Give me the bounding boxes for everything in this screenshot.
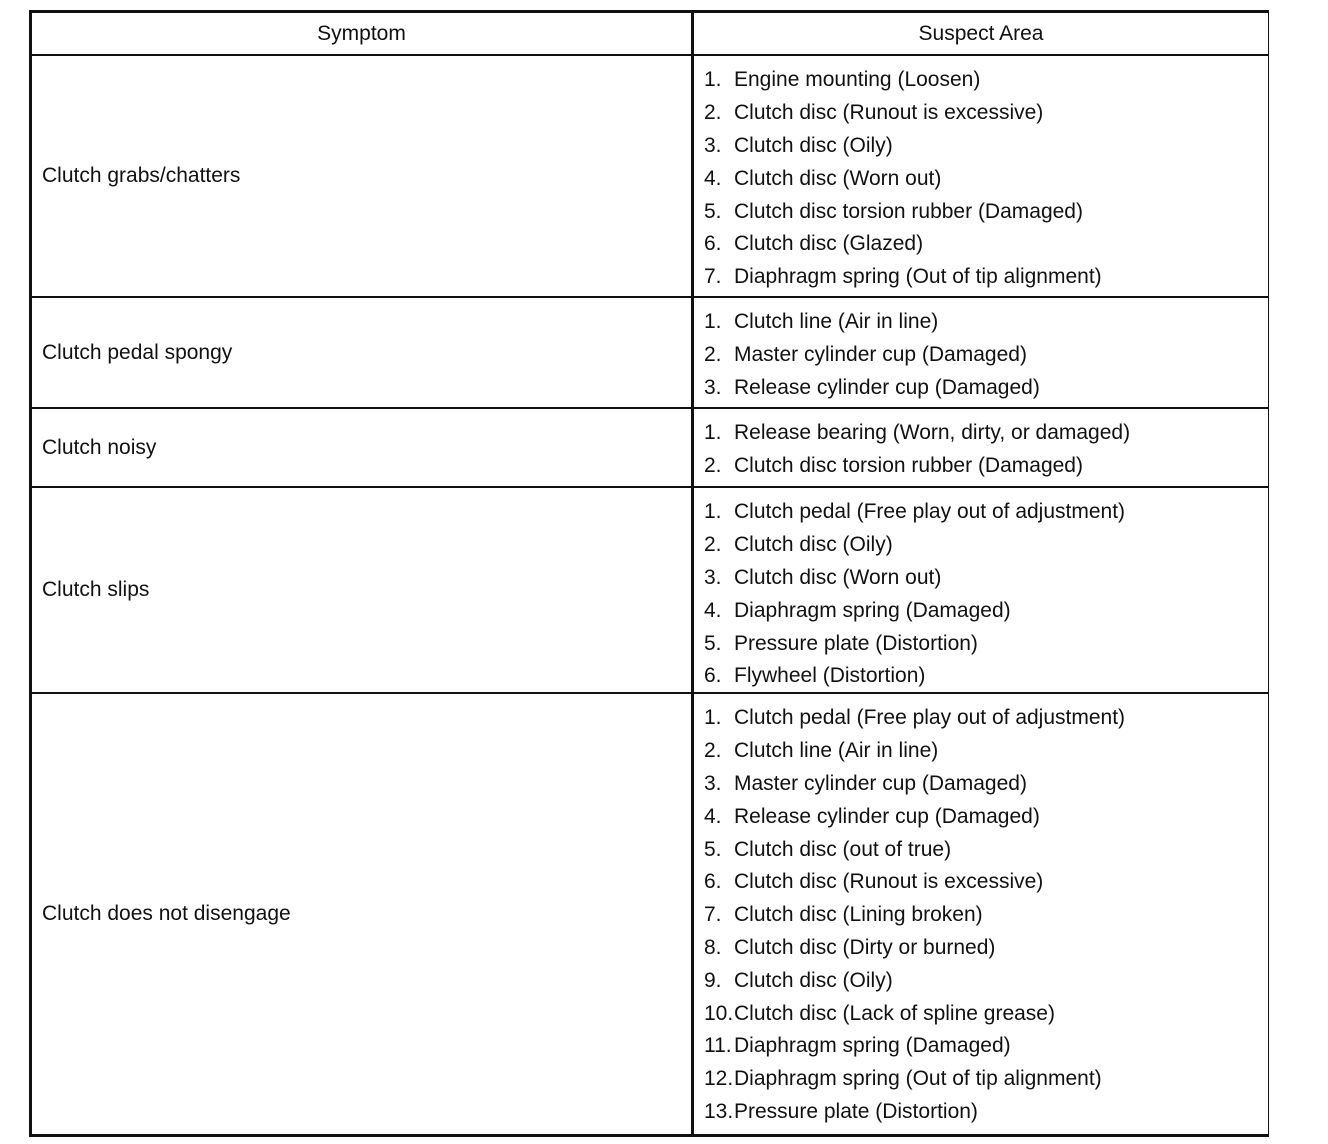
item-number: 13. [704, 1099, 734, 1123]
item-number: 8. [704, 935, 722, 959]
item-text: Clutch disc (Runout is excessive) [734, 870, 1044, 894]
list-item [704, 702, 1268, 735]
item-text: Clutch disc (Runout is excessive) [734, 101, 1044, 125]
list-item [704, 339, 1268, 372]
list-item [704, 594, 1268, 627]
item-number: 2. [704, 454, 722, 478]
suspect-area-cell [694, 409, 1269, 486]
item-text: Clutch disc (out of true) [734, 837, 952, 861]
list-item [704, 372, 1268, 405]
list-item [704, 627, 1268, 660]
item-number: 1. [704, 310, 722, 334]
symptom-cell: Clutch noisy [32, 409, 694, 486]
list-item [704, 97, 1268, 130]
item-number: 2. [704, 101, 722, 125]
table-row [32, 488, 1269, 694]
list-item [704, 866, 1268, 899]
list-item [704, 195, 1268, 228]
list-item [704, 64, 1268, 97]
item-text: Clutch disc (Worn out) [734, 166, 942, 190]
item-text: Clutch disc (Oily) [734, 968, 893, 992]
item-number: 4. [704, 598, 722, 622]
item-number: 1. [704, 68, 722, 92]
item-text: Clutch pedal (Free play out of adjustment) [734, 500, 1126, 524]
item-number: 3. [704, 565, 722, 589]
item-number: 1. [704, 500, 722, 524]
item-text: Diaphragm spring (Damaged) [734, 1034, 1011, 1058]
list-item [704, 306, 1268, 339]
table-header-row [32, 13, 1269, 56]
item-number: 2. [704, 343, 722, 367]
item-text: Pressure plate (Distortion) [734, 631, 978, 655]
list-item [704, 162, 1268, 195]
item-number: 3. [704, 375, 722, 399]
header-symptom: Symptom [32, 13, 694, 54]
list-item [704, 261, 1268, 294]
suspect-area-cell [694, 694, 1269, 1134]
list-item [704, 735, 1268, 768]
item-text: Clutch disc torsion rubber (Damaged) [734, 199, 1083, 223]
suspect-area-cell [694, 488, 1269, 692]
suspect-area-cell [694, 298, 1269, 407]
item-text: Release bearing (Worn, dirty, or damaged) [734, 421, 1131, 445]
list-item [704, 529, 1268, 562]
item-text: Pressure plate (Distortion) [734, 1099, 978, 1123]
item-number: 9. [704, 968, 722, 992]
item-number: 10. [704, 1001, 734, 1025]
item-text: Clutch disc (Oily) [734, 533, 893, 557]
item-text: Release cylinder cup (Damaged) [734, 804, 1040, 828]
table-row [32, 694, 1269, 1134]
item-text: Diaphragm spring (Damaged) [734, 598, 1011, 622]
list-item [704, 1096, 1268, 1129]
list-item [704, 562, 1268, 595]
symptom-cell: Clutch does not disengage [32, 694, 694, 1134]
item-text: Release cylinder cup (Damaged) [734, 375, 1040, 399]
item-text: Clutch disc (Worn out) [734, 565, 942, 589]
list-item [704, 800, 1268, 833]
item-number: 6. [704, 870, 722, 894]
troubleshooting-table [29, 10, 1269, 1137]
list-item [704, 932, 1268, 965]
item-number: 6. [704, 664, 722, 688]
symptom-cell: Clutch grabs/chatters [32, 56, 694, 296]
item-text: Clutch line (Air in line) [734, 310, 939, 334]
item-number: 5. [704, 837, 722, 861]
header-suspect-area: Suspect Area [694, 13, 1269, 54]
suspect-area-cell [694, 56, 1269, 296]
list-item [704, 1063, 1268, 1096]
list-item [704, 997, 1268, 1030]
item-text: Clutch disc (Lack of spline grease) [734, 1001, 1055, 1025]
list-item [704, 1030, 1268, 1063]
item-text: Diaphragm spring (Out of tip alignment) [734, 1067, 1102, 1091]
item-number: 11. [704, 1034, 732, 1058]
item-number: 4. [704, 166, 722, 190]
list-item [704, 899, 1268, 932]
item-number: 1. [704, 706, 722, 730]
list-item [704, 417, 1268, 450]
item-text: Clutch disc (Lining broken) [734, 903, 983, 927]
item-number: 6. [704, 232, 722, 256]
item-text: Clutch disc (Oily) [734, 133, 893, 157]
item-text: Engine mounting (Loosen) [734, 68, 981, 92]
list-item [704, 496, 1268, 529]
list-item [704, 833, 1268, 866]
item-number: 3. [704, 771, 722, 795]
item-text: Clutch disc (Dirty or burned) [734, 935, 996, 959]
item-number: 2. [704, 533, 722, 557]
item-number: 5. [704, 199, 722, 223]
item-text: Clutch pedal (Free play out of adjustment) [734, 706, 1126, 730]
item-number: 4. [704, 804, 722, 828]
item-text: Master cylinder cup (Damaged) [734, 343, 1027, 367]
list-item [704, 660, 1268, 693]
list-item [704, 228, 1268, 261]
list-item [704, 964, 1268, 997]
item-text: Clutch line (Air in line) [734, 739, 939, 763]
item-number: 3. [704, 133, 722, 157]
symptom-cell: Clutch pedal spongy [32, 298, 694, 407]
table-row [32, 409, 1269, 488]
symptom-cell: Clutch slips [32, 488, 694, 692]
item-number: 2. [704, 739, 722, 763]
item-number: 7. [704, 903, 722, 927]
item-number: 5. [704, 631, 722, 655]
list-item [704, 450, 1268, 483]
item-number: 7. [704, 265, 722, 289]
item-text: Flywheel (Distortion) [734, 664, 926, 688]
item-number: 1. [704, 421, 722, 445]
item-text: Diaphragm spring (Out of tip alignment) [734, 265, 1102, 289]
list-item [704, 130, 1268, 163]
table-row [32, 56, 1269, 298]
item-text: Master cylinder cup (Damaged) [734, 771, 1027, 795]
item-text: Clutch disc (Glazed) [734, 232, 924, 256]
item-text: Clutch disc torsion rubber (Damaged) [734, 454, 1083, 478]
list-item [704, 768, 1268, 801]
table-row [32, 298, 1269, 409]
item-number: 12. [704, 1067, 734, 1091]
